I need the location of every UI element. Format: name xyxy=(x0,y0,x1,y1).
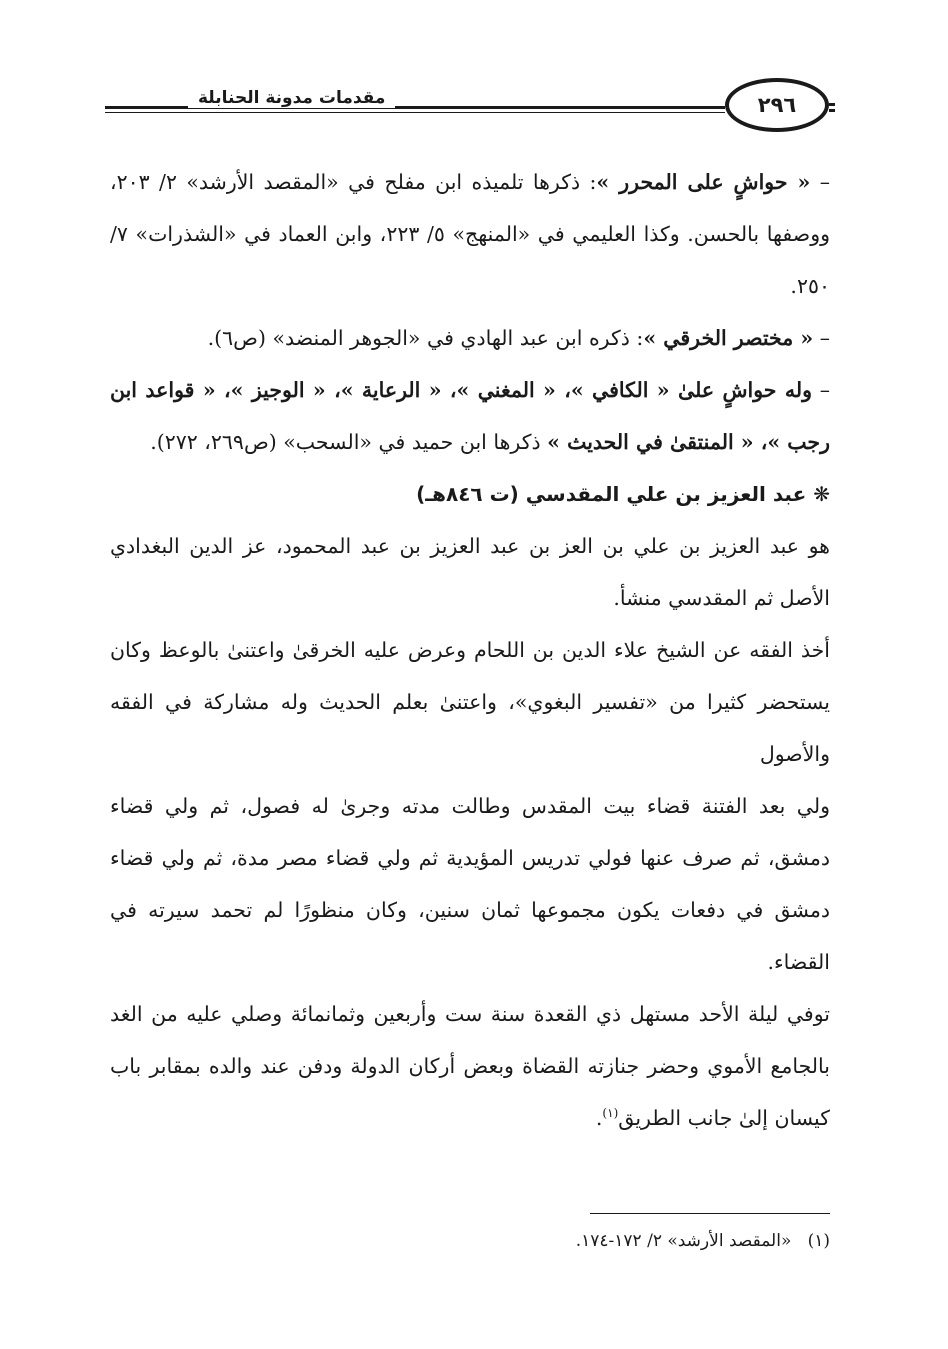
bio-paragraph-1: هو عبد العزيز بن علي بن العز بن عبد العزيز بن عبد المحمود، عز الدين البغدادي الأصل ثم المقدسي منشأ. xyxy=(110,534,830,610)
bio-paragraph-3: ولي بعد الفتنة قضاء بيت المقدس وطالت مدته وجرىٰ له فصول، ثم ولي قضاء دمشق، ثم صرف عنها فولي تدريس المؤيدية ثم ولي قضاء مصر مدة، ثم ولي قضاء دمشق في دفعات يكون مجموعها ثمان سنين، وكان منظورًا لم تحمد سيرته في القضاء. xyxy=(110,794,830,974)
bio-paragraph-2: أخذ الفقه عن الشيخ علاء الدين بن اللحام وعرض عليه الخرقىٰ واعتنىٰ بالوعظ وكان يستحضر كثيرا من «تفسير البغوي»، واعتنىٰ بعلم الحديث وله مشاركة في الفقه والأصول xyxy=(110,638,830,766)
entry-mukhtasar-khiraqi xyxy=(110,312,830,364)
entry-hawashi-other xyxy=(110,364,830,468)
header-rule-end xyxy=(829,103,835,106)
bio-paragraph-4-end: . xyxy=(595,1106,603,1130)
entry-text: ذكرها ابن حميد في «السحب» (ص٢٦٩، ٢٧٢). xyxy=(150,430,548,454)
footnote-reference[interactable]: (١) xyxy=(602,1106,619,1121)
entry-title: « مختصر الخرقي » xyxy=(643,326,814,350)
footnote-text: «المقصد الأرشد» ٢/ ١٧٢-١٧٤. xyxy=(575,1231,792,1251)
entry-dash: – xyxy=(811,378,830,402)
page-number: ٢٩٦ xyxy=(725,78,829,132)
bio-paragraph-4-text: توفي ليلة الأحد مستهل ذي القعدة سنة ست وأربعين وثمانمائة وصلي عليه من الغد بالجامع الأموي وحضر جنازته القضاة وبعض أركان الدولة ودفن عند والده بمقابر باب كيسان إلىٰ جانب الطريق xyxy=(110,1002,830,1130)
bio-paragraph-4 xyxy=(110,988,830,1144)
running-header xyxy=(105,70,835,140)
section-heading xyxy=(110,468,830,520)
running-title: مقدمات مدونة الحنابلة xyxy=(188,88,395,108)
main-text xyxy=(110,156,830,1144)
entry-title: « حواشٍ على المحرر » xyxy=(596,170,811,194)
entry-dash: – xyxy=(813,326,830,350)
entry-hawashi-muharrar xyxy=(110,156,830,312)
header-rule-thin xyxy=(105,112,725,113)
footnote xyxy=(320,1226,830,1256)
footnote-number: (١) xyxy=(807,1231,830,1251)
entry-text: : ذكرها تلميذه ابن مفلح في «المقصد الأرشد» ٢/ ٢٠٣، ووصفها بالحسن. وكذا العليمي في «المنهج» ٥/ ٢٢٣، وابن العماد في «الشذرات» ٧/ ٢٥٠. xyxy=(110,170,830,298)
footnote-rule xyxy=(590,1213,830,1214)
star-ornament-icon: ❋ xyxy=(813,482,830,506)
entry-title: وله حواشٍ علىٰ « الكافي »، « المغني »، « الرعاية »، « الوجيز »، « قواعد ابن رجب »، « المنتقىٰ في الحديث » xyxy=(110,378,830,454)
entry-text: : ذكره ابن عبد الهادي في «الجوهر المنضد» (ص٦). xyxy=(207,326,644,350)
header-rule-end-2 xyxy=(829,109,835,112)
section-heading-text: عبد العزيز بن علي المقدسي (ت ٨٤٦هـ) xyxy=(416,482,807,506)
entry-dash: – xyxy=(810,170,830,194)
